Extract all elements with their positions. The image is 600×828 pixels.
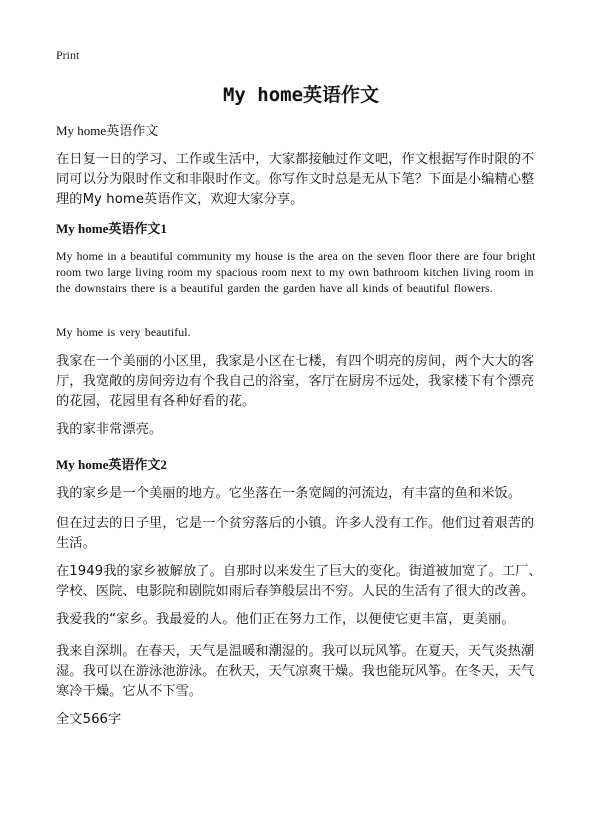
word-count: 全文566字: [56, 712, 122, 727]
essay2-heading: My home英语作文2: [56, 457, 167, 472]
essay1-english-summary: My home is very beautiful.: [56, 325, 191, 339]
essay1-chinese-summary: 我的家非常漂亮。: [56, 422, 163, 437]
page-subtitle: My home英语作文: [56, 123, 159, 138]
page-title: My home英语作文: [222, 84, 380, 106]
essay2-paragraph-5: 我来自深圳。在春天，天气是温暖和潮湿的。我可以玩风筝。在夏天，天气炎热潮湿。我可以在游泳池游泳。在秋天，天气凉爽干燥。我也能玩风筝。在冬天，天气寒冷干燥。它从不下雪。: [56, 644, 535, 699]
essay2-paragraph-1: 我的家乡是一个美丽的地方。它坐落在一条宽阔的河流边，有丰富的鱼和米饭。: [56, 486, 522, 501]
print-link[interactable]: Print: [56, 48, 80, 62]
intro-paragraph: 在日复一日的学习、工作或生活中，大家都接触过作文吧，作文根据写作时限的不同可以分为限时作文和非限时作文。你写作文时总是无从下笔？下面是小编精心整理的My home英语作文，欢迎大家分享。: [56, 152, 535, 207]
essay2-paragraph-2: 但在过去的日子里，它是一个贫穷落后的小镇。许多人没有工作。他们过着艰苦的生活。: [56, 516, 535, 551]
essay2-paragraph-3: 在1949我的家乡被解放了。自那时以来发生了巨大的变化。街道被加宽了。工厂、学校、医院、电影院和剧院如雨后春笋般层出不穷。人民的生活有了很大的改善。: [56, 564, 542, 599]
essay1-chinese-paragraph: 我家在一个美丽的小区里，我家是小区在七楼，有四个明亮的房间，两个大大的客厅，我宽敞的房间旁边有个我自己的浴室，客厅在厨房不远处，我家楼下有个漂亮的花园，花园里有各种好看的花。: [56, 354, 535, 409]
essay2-paragraph-4: 我爱我的“家乡。我最爱的人。他们正在努力工作，以便使它更丰富，更美丽。: [56, 612, 515, 627]
essay1-english-paragraph: My home in a beautiful community my house is the area on the seven floor there are four bright room two large living room my spacious room next to my own bathroom kitchen living room in the downstairs there is a beautiful garden the garden have all kinds of beautiful flowers.: [56, 249, 536, 295]
essay1-heading: My home英语作文1: [56, 221, 167, 236]
